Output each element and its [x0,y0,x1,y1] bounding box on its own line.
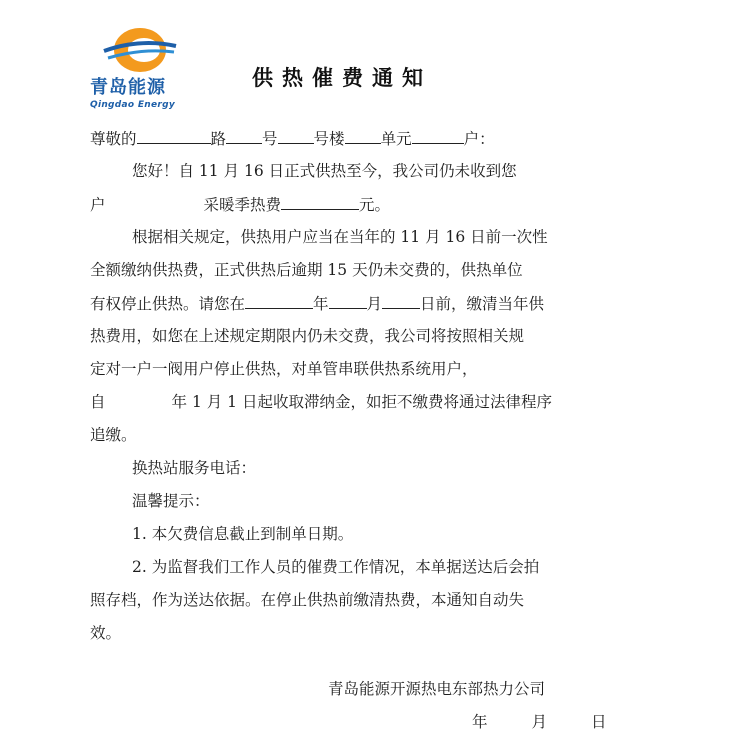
late-fee-from: 自 [90,393,106,411]
regulation-line-1: 根据相关规定，供热用户应当在当年的 11 月 16 日前一次性 [132,228,548,246]
regulation-line-4: 热费用，如您在上述规定期限内仍未交费，我公司将按照相关规 [90,327,525,345]
address-lead: 尊敬的 [90,130,137,148]
signature-company: 青岛能源开源热电东部热力公司 [328,680,546,698]
household-blank [412,128,464,144]
signature-month: 月 [531,713,548,731]
regulation-line-7: 追缴。 [90,426,137,444]
greeting-household: 户 [90,196,106,214]
building-blank [278,128,314,144]
regulation-line-3 [90,293,544,314]
signature-date [472,712,607,732]
company-logo [86,24,198,108]
greeting-line-1: 您好！自 11 月 16 日正式供热至今，我公司仍未收到您 [132,162,517,180]
late-fee-text: 年 1 月 1 日起收取滞纳金，如拒不缴费将通过法律程序 [171,393,552,411]
tip-item-2-line-2: 照存档，作为送达依据。在停止供热前缴清热费，本通知自动失 [90,591,525,609]
logo-name-en: Qingdao Energy [90,100,176,110]
signature-year: 年 [472,713,488,731]
address-building: 号楼 [313,130,345,148]
address-number: 号 [262,130,278,148]
service-phone-label: 换热站服务电话： [132,459,257,477]
deadline-day-label: 日前，缴清当年供 [420,295,545,313]
tip-item-1: 1. 本欠费信息截止到制单日期。 [132,525,354,543]
regulation-line-2: 全额缴纳供热费，正式供热后逾期 15 天仍未交费的，供热单位 [90,261,523,279]
regulation-deadline-lead: 有权停止供热。请您在 [90,295,246,313]
address-line [90,128,495,149]
regulation-line-5: 定对一户一阀用户停止供热，对单管串联供热系统用户， [90,360,478,378]
fee-amount-blank [281,194,359,210]
greeting-fee-label: 采暖季热费 [203,196,282,214]
logo-name-cn: 青岛能源 [90,77,166,98]
deadline-month-blank [329,293,367,309]
regulation-line-6 [90,392,552,412]
greeting-line-2 [90,194,390,215]
road-blank [137,128,211,144]
signature-day: 日 [591,713,607,731]
deadline-day-blank [382,293,420,309]
deadline-year-blank [245,293,313,309]
deadline-month-label: 月 [366,295,383,313]
page-title: 供热催费通知 [252,66,432,90]
greeting-yuan: 元。 [359,196,391,214]
address-unit: 单元 [380,130,412,148]
number-blank [226,128,262,144]
unit-blank [345,128,381,144]
address-road: 路 [210,130,227,148]
tips-heading: 温馨提示： [132,492,210,510]
tip-item-2-line-3: 效。 [90,624,122,642]
deadline-year-label: 年 [313,295,329,313]
address-household: 户： [463,130,495,148]
tip-item-2-line-1: 2. 为监督我们工作人员的催费工作情况，本单据送达后会拍 [132,558,540,576]
